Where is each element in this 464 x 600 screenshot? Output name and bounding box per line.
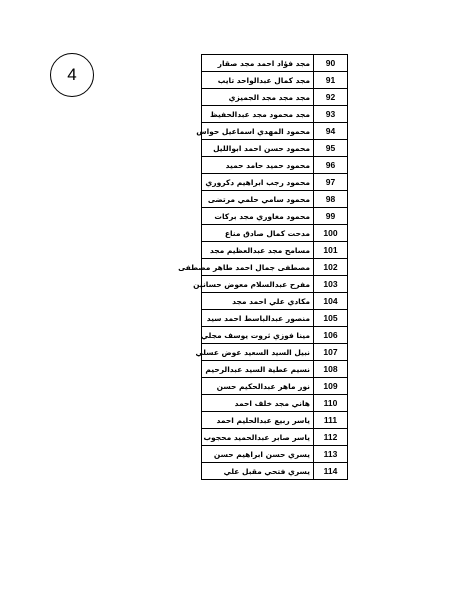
- person-name-cell: نور ماهر عبدالحكيم حسن: [202, 378, 314, 395]
- serial-number-cell: 110: [314, 395, 348, 412]
- table-row: [202, 412, 348, 429]
- serial-number-cell: 97: [314, 174, 348, 191]
- person-name-cell: مينا فوزي ثروت يوسف مجلي: [202, 327, 314, 344]
- serial-number-cell: 111: [314, 412, 348, 429]
- table-row: [202, 446, 348, 463]
- table-row: [202, 174, 348, 191]
- serial-number-cell: 109: [314, 378, 348, 395]
- serial-number-cell: 104: [314, 293, 348, 310]
- person-name-cell: نبيل السيد السعيد عوض عسلي: [202, 344, 314, 361]
- table-row: [202, 378, 348, 395]
- table-row: [202, 361, 348, 378]
- person-name-cell: مجد محمود مجد عبدالحفيظ: [202, 106, 314, 123]
- person-name-cell: محمود مغاوري مجد بركات: [202, 208, 314, 225]
- person-name-cell: مصطفى جمال احمد طاهر مصطفى: [202, 259, 314, 276]
- table-row: [202, 242, 348, 259]
- person-name-cell: محمود حميد حامد حميد: [202, 157, 314, 174]
- person-name-cell: هاني مجد خلف احمد: [202, 395, 314, 412]
- names-table: [178, 54, 348, 480]
- person-name-cell: مدحت كمال صادق مناع: [202, 225, 314, 242]
- table-row: [202, 463, 348, 480]
- person-name-cell: ياسر ربيع عبدالحليم احمد: [202, 412, 314, 429]
- serial-number-cell: 93: [314, 106, 348, 123]
- person-name-cell: يسري حسن ابراهيم حسن: [202, 446, 314, 463]
- serial-number-cell: 99: [314, 208, 348, 225]
- serial-number-cell: 102: [314, 259, 348, 276]
- serial-number-cell: 100: [314, 225, 348, 242]
- serial-number-cell: 98: [314, 191, 348, 208]
- table-row: [202, 259, 348, 276]
- page-number-badge: 4: [50, 53, 94, 97]
- person-name-cell: مجد كمال عبدالواحد تايب: [202, 72, 314, 89]
- person-name-cell: محمود المهدي اسماعيل حواس: [202, 123, 314, 140]
- serial-number-cell: 90: [314, 55, 348, 72]
- person-name-cell: محمود سامي حلمي مرتضى: [202, 191, 314, 208]
- serial-number-cell: 101: [314, 242, 348, 259]
- table-row: [202, 55, 348, 72]
- serial-number-cell: 106: [314, 327, 348, 344]
- table-row: [202, 106, 348, 123]
- person-name-cell: يسري فتحي مقبل علي: [202, 463, 314, 480]
- serial-number-cell: 94: [314, 123, 348, 140]
- table-row: [202, 293, 348, 310]
- table-row: [202, 429, 348, 446]
- person-name-cell: منصور عبدالباسط احمد سيد: [202, 310, 314, 327]
- person-name-cell: محمود حسن احمد ابوالليل: [202, 140, 314, 157]
- table-row: [202, 225, 348, 242]
- table-row: [202, 327, 348, 344]
- serial-number-cell: 91: [314, 72, 348, 89]
- names-table-body: [178, 55, 348, 480]
- table-row: [202, 276, 348, 293]
- serial-number-cell: 103: [314, 276, 348, 293]
- table-row: [202, 344, 348, 361]
- person-name-cell: مفرح عبدالسلام معوض حسانين: [202, 276, 314, 293]
- serial-number-cell: 96: [314, 157, 348, 174]
- table-row: [202, 123, 348, 140]
- table-row: [202, 72, 348, 89]
- table-row: [202, 89, 348, 106]
- table-row: [202, 140, 348, 157]
- serial-number-cell: 113: [314, 446, 348, 463]
- serial-number-cell: 95: [314, 140, 348, 157]
- person-name-cell: نسيم عطية السيد عبدالرحيم: [202, 361, 314, 378]
- table-row: [202, 310, 348, 327]
- table-row: [202, 208, 348, 225]
- serial-number-cell: 112: [314, 429, 348, 446]
- person-name-cell: مجد فؤاد احمد مجد صقار: [202, 55, 314, 72]
- person-name-cell: ياسر صابر عبدالحميد محجوب: [202, 429, 314, 446]
- table-row: [202, 395, 348, 412]
- serial-number-cell: 105: [314, 310, 348, 327]
- serial-number-cell: 107: [314, 344, 348, 361]
- table-row: [202, 191, 348, 208]
- serial-number-cell: 108: [314, 361, 348, 378]
- person-name-cell: محمود رجب ابراهيم دكروري: [202, 174, 314, 191]
- person-name-cell: مسامح مجد عبدالعظيم مجد: [202, 242, 314, 259]
- serial-number-cell: 92: [314, 89, 348, 106]
- person-name-cell: مجد مجد مجد الجميزي: [202, 89, 314, 106]
- serial-number-cell: 114: [314, 463, 348, 480]
- table-row: [202, 157, 348, 174]
- person-name-cell: مكادي علي احمد مجد: [202, 293, 314, 310]
